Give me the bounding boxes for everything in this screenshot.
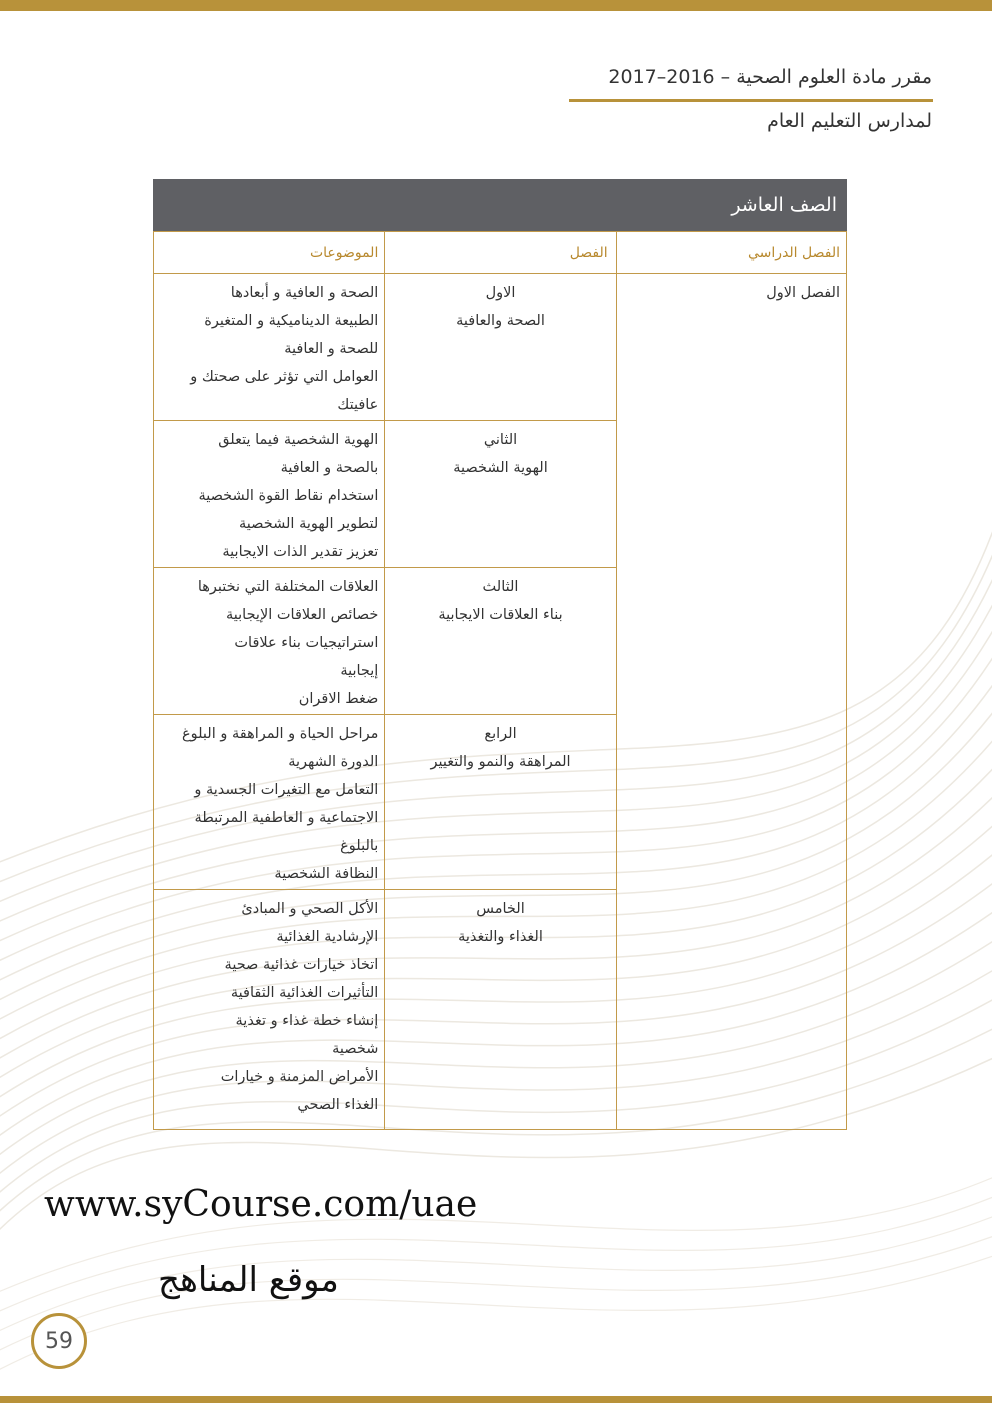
- unit-cell: [385, 715, 616, 890]
- topic-item: الاجتماعية و العاطفية المرتبطة: [194, 810, 379, 826]
- unit-title: الصحة والعافية: [456, 313, 545, 329]
- column-header-unit: الفصل: [385, 232, 616, 274]
- term-label: الفصل الاول: [766, 285, 840, 301]
- column-header-topics: الموضوعات: [154, 232, 385, 274]
- topic-item: تعزيز تقدير الذات الايجابية: [222, 544, 379, 560]
- topic-item: الإرشادية الغذائية: [276, 929, 379, 945]
- topic-item: الغذاء الصحي: [297, 1097, 379, 1113]
- table-row: [154, 274, 847, 421]
- page-number-badge: [31, 1313, 87, 1369]
- topic-item: استراتيجيات بناء علاقات: [234, 635, 379, 651]
- topic-item: خصائص العلاقات الإيجابية: [225, 607, 379, 623]
- grade-label: الصف العاشر: [731, 194, 837, 216]
- topic-item: الطبيعة الديناميكية و المتغيرة: [204, 313, 379, 329]
- curriculum-table: [153, 179, 847, 1130]
- topic-item: النظافة الشخصية: [274, 866, 379, 882]
- topic-item: الأكل الصحي و المبادئ: [241, 901, 379, 917]
- topics-cell: [154, 274, 385, 421]
- topic-item: استخدام نقاط القوة الشخصية: [198, 488, 379, 504]
- page-number: 59: [45, 1328, 73, 1354]
- topic-item: لتطوير الهوية الشخصية: [239, 516, 379, 532]
- unit-title: الغذاء والتغذية: [458, 929, 543, 945]
- topic-item: العلاقات المختلفة التي نختبرها: [197, 579, 379, 595]
- topic-item: للصحة و العافية: [284, 341, 379, 357]
- topic-item: اتخاذ خيارات غذائية صحية: [224, 957, 379, 973]
- top-accent-bar: [0, 0, 992, 11]
- unit-number: الاول: [485, 285, 516, 301]
- topic-item: بالبلوغ: [340, 838, 379, 854]
- topic-item: الأمراض المزمنة و خيارات: [220, 1069, 379, 1085]
- topic-item: الهوية الشخصية فيما يتعلق: [218, 432, 379, 448]
- column-header-term: الفصل الدراسي: [616, 232, 846, 274]
- topic-item: إنشاء خطة غذاء و تغذية: [235, 1013, 379, 1029]
- bottom-accent-bar: [0, 1396, 992, 1403]
- topic-item: التأثيرات الغذائية الثقافية: [230, 985, 379, 1001]
- unit-title: الهوية الشخصية: [453, 460, 548, 476]
- unit-number: الثالث: [482, 579, 519, 595]
- topics-cell: [154, 568, 385, 715]
- unit-number: الرابع: [484, 726, 517, 742]
- topic-item: العوامل التي تؤثر على صحتك و: [190, 369, 379, 385]
- topic-item: مراحل الحياة و المراهقة و البلوغ: [181, 726, 379, 742]
- document-title: مقرر مادة العلوم الصحية – 2016–2017: [608, 66, 932, 88]
- website-name: موقع المناهج: [158, 1260, 339, 1300]
- website-url: www.syCourse.com/uae: [44, 1184, 478, 1225]
- units-grid: [153, 231, 847, 1130]
- header-divider: [569, 99, 933, 102]
- topics-cell: [154, 421, 385, 568]
- unit-number: الخامس: [476, 901, 525, 917]
- column-header-row: [154, 232, 847, 274]
- topic-item: الدورة الشهرية: [288, 754, 379, 770]
- topic-item: شخصية: [332, 1041, 379, 1057]
- document-subtitle: لمدارس التعليم العام: [767, 110, 932, 132]
- topic-item: عافيتك: [337, 397, 379, 413]
- unit-number: الثاني: [483, 432, 518, 448]
- unit-cell: [385, 568, 616, 715]
- topics-cell: [154, 890, 385, 1130]
- unit-cell: [385, 421, 616, 568]
- unit-title: بناء العلاقات الايجابية: [438, 607, 563, 623]
- topic-item: إيجابية: [340, 663, 379, 679]
- term-cell: [616, 274, 846, 1130]
- topic-item: بالصحة و العافية: [280, 460, 379, 476]
- unit-cell: [385, 274, 616, 421]
- unit-cell: [385, 890, 616, 1130]
- topics-cell: [154, 715, 385, 890]
- grade-header: [153, 179, 847, 231]
- topic-item: الصحة و العافية و أبعادها: [230, 285, 379, 301]
- topic-item: التعامل مع التغيرات الجسدية و: [194, 782, 379, 798]
- unit-title: المراهقة والنمو والتغيير: [430, 754, 571, 770]
- topic-item: ضغط الاقران: [298, 691, 379, 707]
